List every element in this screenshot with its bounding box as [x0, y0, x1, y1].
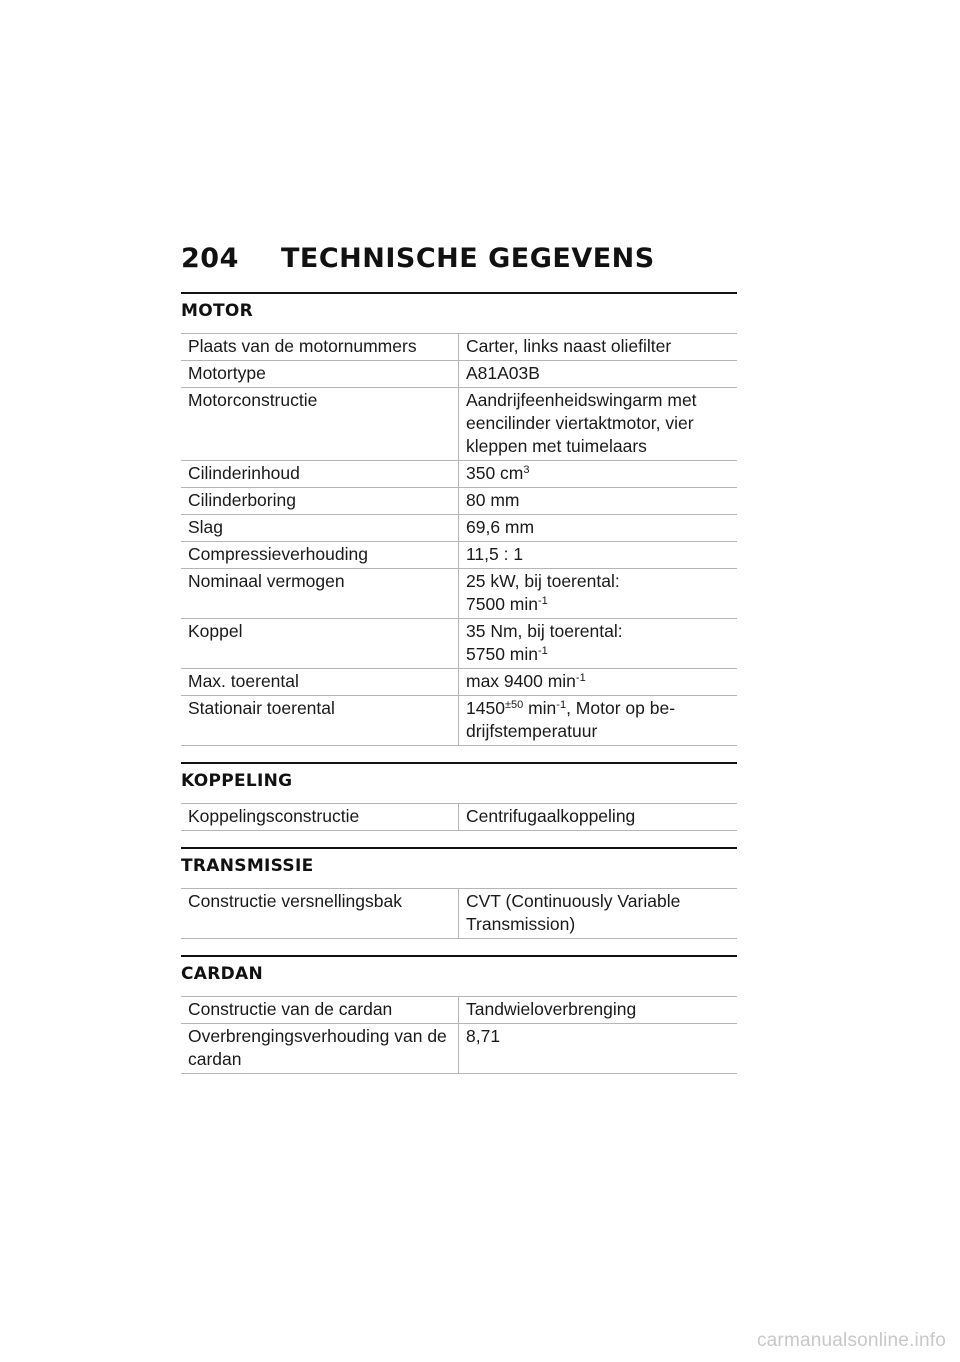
table-row	[181, 361, 737, 388]
spec-value: CVT (Continuously Variable Transmission)	[459, 889, 738, 939]
spec-label: Motortype	[181, 361, 459, 388]
superscript: -1	[538, 645, 548, 657]
spec-value: Tandwieloverbrenging	[459, 997, 738, 1024]
spec-label: Overbrengingsverhouding van de cardan	[181, 1024, 459, 1074]
spec-label: Compressieverhouding	[181, 542, 459, 569]
spec-value: Centrifugaalkoppeling	[459, 804, 738, 831]
table-row	[181, 515, 737, 542]
spec-value: Carter, links naast oliefilter	[459, 334, 738, 361]
spec-label: Plaats van de motornummers	[181, 334, 459, 361]
table-row	[181, 569, 737, 619]
spec-value: 8,71	[459, 1024, 738, 1074]
superscript: ±50	[504, 699, 524, 711]
table-row	[181, 388, 737, 461]
spec-value: max 9400 $\min^{-1}$	[459, 669, 738, 696]
section-title: MOTOR	[181, 301, 254, 321]
table-row	[181, 804, 737, 831]
table-row	[181, 488, 737, 515]
table-row	[181, 669, 737, 696]
spec-label: Constructie van de cardan	[181, 997, 459, 1024]
table-row	[181, 619, 737, 669]
spec-label: Constructie versnellingsbak	[181, 889, 459, 939]
spec-label: Motorconstructie	[181, 388, 459, 461]
section-koppeling	[181, 762, 737, 831]
spec-value: 350 $cm^3$	[459, 461, 738, 488]
table-row	[181, 542, 737, 569]
watermark: carmanualsonline.info	[756, 1330, 946, 1351]
spec-label: Slag	[181, 515, 459, 542]
spec-value: 80 mm	[459, 488, 738, 515]
spec-value: 25 kW, bij toerental: 7500 $\min^{-1}$	[459, 569, 738, 619]
spec-table	[181, 888, 737, 939]
spec-value: Aandrijfeenheidswingarm met eencilinder viertaktmotor, vier kleppen met tuimelaars	[459, 388, 738, 461]
spec-table	[181, 803, 737, 831]
superscript: -1	[556, 699, 567, 711]
spec-value: 35 Nm, bij toerental: 5750 $\min^{-1}$	[459, 619, 738, 669]
section-title: KOPPELING	[181, 771, 293, 791]
superscript: -1	[575, 672, 586, 684]
spec-label: Nominaal vermogen	[181, 569, 459, 619]
section-title: CARDAN	[181, 964, 264, 984]
superscript: -1	[538, 595, 548, 607]
section-motor	[181, 292, 737, 746]
chapter-title: TECHNISCHE GEGEVENS	[281, 243, 655, 274]
spec-label: Cilinderinhoud	[181, 461, 459, 488]
table-row	[181, 334, 737, 361]
page-number: 204	[181, 243, 239, 274]
spec-table	[181, 996, 737, 1074]
spec-label: Stationair toerental	[181, 696, 459, 746]
spec-table	[181, 333, 737, 746]
page-header	[181, 243, 655, 274]
spec-value: 69,6 mm	[459, 515, 738, 542]
table-row	[181, 461, 737, 488]
section-transmissie	[181, 847, 737, 939]
spec-label: Koppel	[181, 619, 459, 669]
spec-value: A81A03B	[459, 361, 738, 388]
table-row	[181, 889, 737, 939]
table-row	[181, 1024, 737, 1074]
spec-label: Max. toerental	[181, 669, 459, 696]
spec-label: Cilinderboring	[181, 488, 459, 515]
spec-value: $1450^{\pm 50}$ $\min^{-1}$, Motor op bedrijfstemperatuur	[459, 696, 738, 746]
table-row	[181, 997, 737, 1024]
table-row	[181, 696, 737, 746]
section-title: TRANSMISSIE	[181, 856, 314, 876]
spec-content	[181, 292, 737, 1090]
section-cardan	[181, 955, 737, 1074]
superscript: 3	[523, 464, 530, 476]
spec-value: 11,5 : 1	[459, 542, 738, 569]
spec-label: Koppelingsconstructie	[181, 804, 459, 831]
